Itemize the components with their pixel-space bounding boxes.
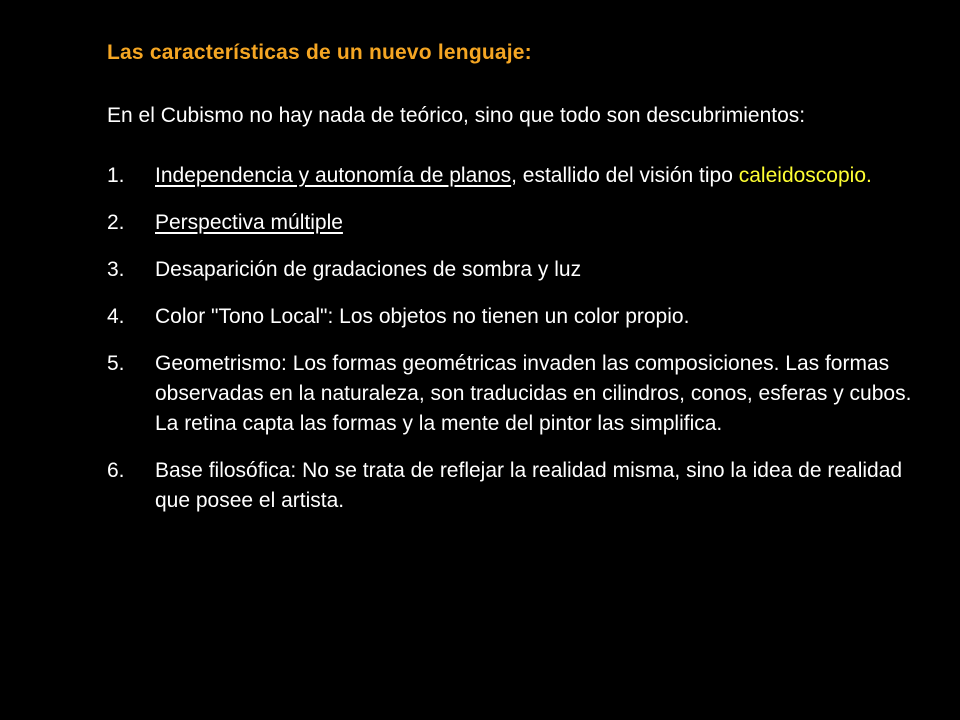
list-item-number: 4. [107, 305, 125, 328]
characteristics-list [107, 161, 927, 516]
list-item [107, 349, 927, 439]
list-item-text: Desaparición de gradaciones de sombra y luz [155, 258, 582, 281]
list-item-text [155, 208, 927, 238]
list-item-text-part: , estallido del visión tipo [511, 164, 739, 187]
list-item [107, 255, 927, 285]
list-item-text: Base filosófica: No se trata de reflejar la realidad misma, sino la idea de realidad que posee el artista. [155, 459, 903, 512]
list-item-number: 2. [107, 211, 125, 234]
list-item [107, 208, 927, 238]
list-item-text [155, 161, 927, 191]
list-item-number: 6. [107, 459, 125, 482]
list-item-period: . [866, 164, 872, 187]
planes-link[interactable]: Independencia y autonomía de planos [155, 164, 512, 187]
list-item [107, 161, 927, 191]
perspective-link[interactable]: Perspectiva múltiple [155, 211, 343, 234]
intro-paragraph: En el Cubismo no hay nada de teórico, sino que todo son descubrimientos: [107, 104, 806, 127]
list-item-number: 3. [107, 258, 125, 281]
list-item-number: 5. [107, 352, 125, 375]
list-item-number: 1. [107, 164, 125, 187]
list-item-text: Color "Tono Local": Los objetos no tienen un color propio. [155, 305, 690, 328]
kaleidoscope-highlight: caleidoscopio [738, 164, 867, 187]
list-item [107, 302, 927, 332]
list-item [107, 456, 927, 516]
slide-content [107, 38, 927, 533]
list-item-text: Geometrismo: Los formas geométricas invaden las composiciones. Las formas observadas en la naturaleza, son traducidas en cilindros, conos, esferas y cubos. La retina capta las formas y la mente del pintor las simplifica. [155, 352, 912, 435]
slide-title: Las características de un nuevo lenguaje: [107, 41, 532, 64]
